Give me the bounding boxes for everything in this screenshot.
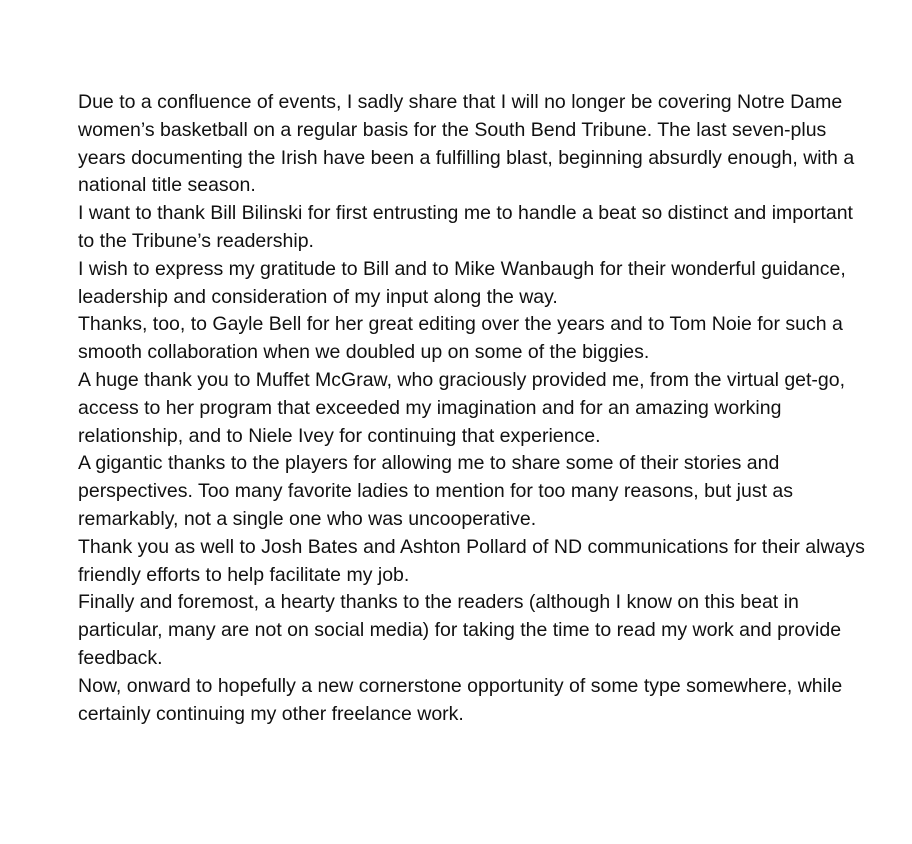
paragraph-thanks-communications: Thank you as well to Josh Bates and Ashton Pollard of ND communications for their always friendly efforts to help facilitate my job. — [78, 535, 865, 586]
paragraph-thanks-bilinski: I want to thank Bill Bilinski for first entrusting me to handle a beat so distinct and important to the Tribune’s readership. — [78, 202, 853, 252]
statement-text — [78, 89, 868, 728]
paragraph-thanks-colleagues: Thanks, too, to Gayle Bell for her great editing over the years and to Tom Noie for such a smooth collaboration when we doubled up on some of the biggies. — [78, 313, 843, 364]
paragraph-thanks-players: A gigantic thanks to the players for allowing me to share some of their stories and perspectives. Too many favorite ladies to mention for too many reasons, but just as remarkably, not a single one who was uncooperative. — [78, 452, 794, 530]
paragraph-gratitude-editors: I wish to express my gratitude to Bill and to Mike Wanbaugh for their wonderful guidance, leadership and consideration of my input along the way. — [78, 257, 846, 308]
paragraph-closing: Now, onward to hopefully a new cornerstone opportunity of some type somewhere, while certainly continuing my other freelance work. — [78, 674, 843, 725]
paragraph-intro: Due to a confluence of events, I sadly share that I will no longer be covering Notre Dame women’s basketball on a regular basis for the South Bend Tribune. The last seven-plus years documenting the Irish have been a fulfilling blast, beginning absurdly enough, with a national title season. — [78, 91, 855, 197]
paragraph-thanks-coaches: A huge thank you to Muffet McGraw, who graciously provided me, from the virtual get-go, access to her program that exceeded my imagination and for an amazing working relationship, and to Niele Ivey for continuing that experience. — [78, 368, 846, 447]
paragraph-thanks-readers: Finally and foremost, a hearty thanks to the readers (although I know on this beat in particular, many are not on social media) for taking the time to read my work and provide feedback. — [78, 591, 842, 669]
